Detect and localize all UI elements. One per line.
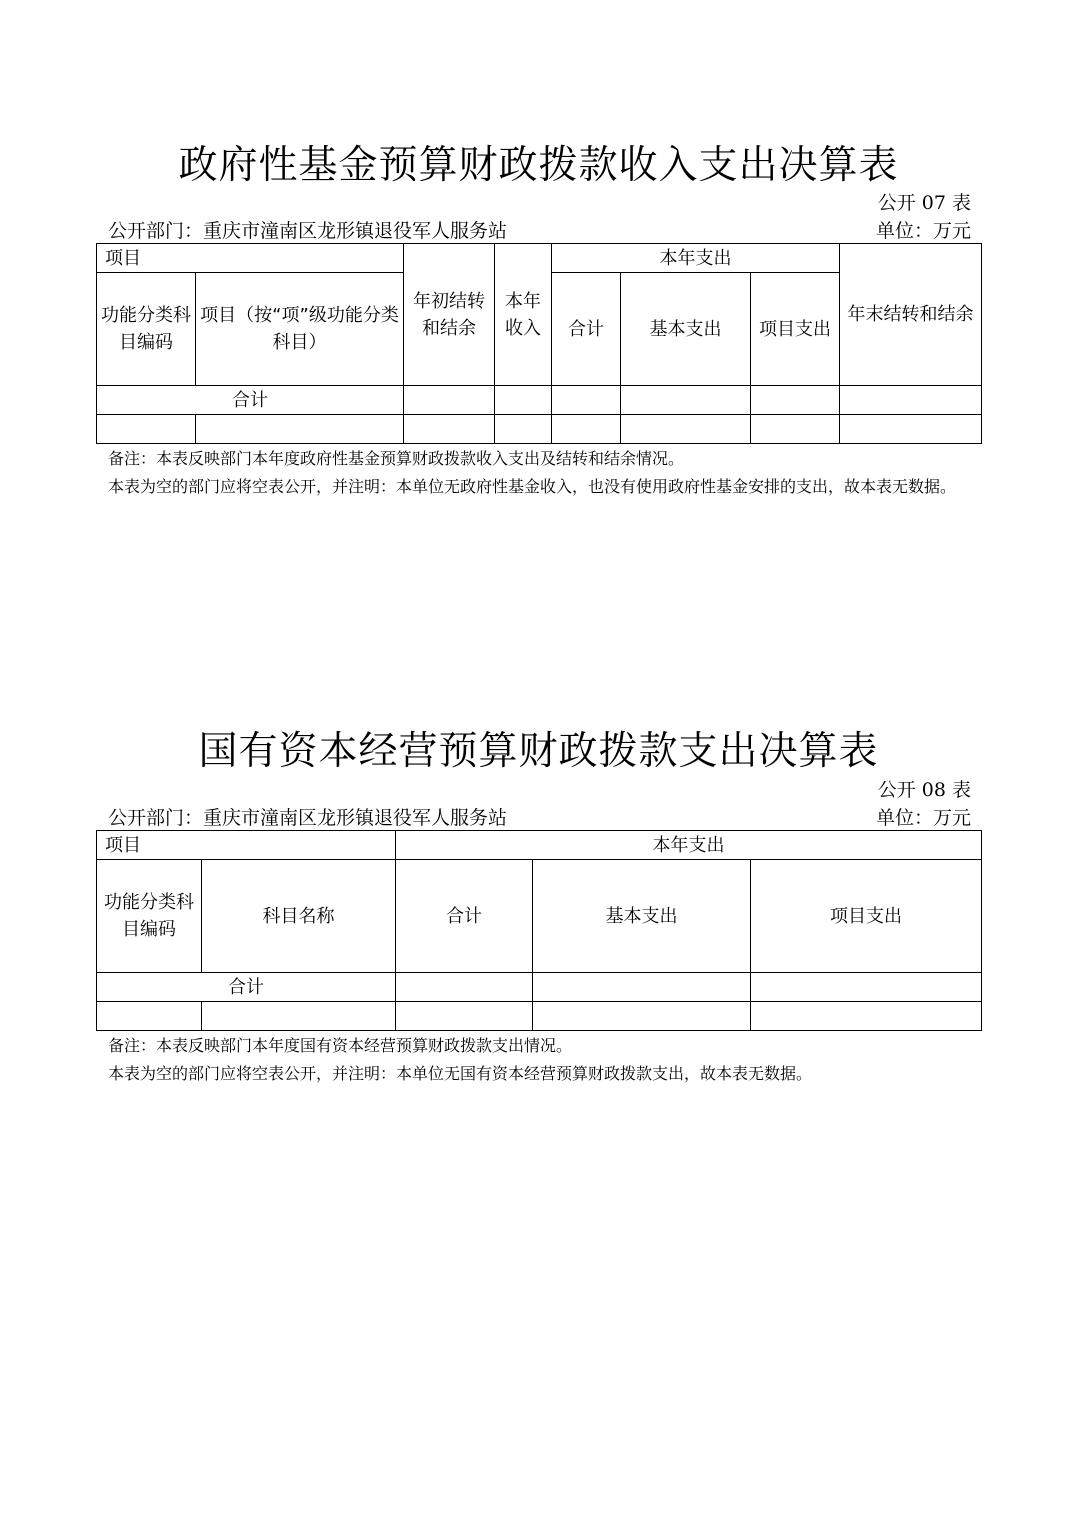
table-cell <box>533 1002 751 1031</box>
table07-title: 政府性基金预算财政拨款收入支出决算表 <box>178 143 899 188</box>
header-item-name: 科目名称 <box>202 860 396 973</box>
header-func-code: 功能分类科目编码 <box>97 273 196 386</box>
header-item: 项目 <box>97 831 396 860</box>
header-total: 合计 <box>396 860 533 973</box>
table-cell <box>751 386 840 415</box>
header-total: 合计 <box>552 273 621 386</box>
table-cell <box>404 415 495 444</box>
header-expense: 本年支出 <box>552 244 840 273</box>
header-project: 项目支出 <box>751 273 840 386</box>
table-cell <box>396 1002 533 1031</box>
table08-department: 公开部门：重庆市潼南区龙形镇退役军人服务站 <box>108 807 508 829</box>
table-cell <box>97 415 196 444</box>
table07-note2: 本表为空的部门应将空表公开，并注明：本单位无政府性基金收入，也没有使用政府性基金安排的支出，故本表无数据。 <box>108 477 957 496</box>
table-cell <box>621 415 751 444</box>
table08-number: 公开 08 表 <box>877 779 971 801</box>
table08-title: 国有资本经营预算财政拨款支出决算表 <box>198 729 879 774</box>
header-income: 本年收入 <box>495 244 552 386</box>
table-cell <box>840 415 982 444</box>
table08-note1: 备注：本表反映部门本年度国有资本经营预算财政拨款支出情况。 <box>108 1036 573 1055</box>
header-end-balance: 年末结转和结余 <box>840 244 982 386</box>
table-cell <box>396 973 533 1002</box>
table07-number: 公开 07 表 <box>877 192 971 214</box>
header-item: 项目 <box>97 244 404 273</box>
header-expense: 本年支出 <box>396 831 982 860</box>
table-cell <box>552 415 621 444</box>
table-cell <box>202 1002 396 1031</box>
total-row-label: 合计 <box>97 973 396 1002</box>
header-item-name: 项目（按“项”级功能分类科目） <box>196 273 404 386</box>
header-basic: 基本支出 <box>533 860 751 973</box>
header-project: 项目支出 <box>751 860 982 973</box>
table07-grid <box>96 243 982 444</box>
table-cell <box>495 415 552 444</box>
table07-note1: 备注：本表反映部门本年度政府性基金预算财政拨款收入支出及结转和结余情况。 <box>108 449 685 468</box>
table08-unit: 单位：万元 <box>875 807 971 829</box>
table-cell <box>751 1002 982 1031</box>
header-basic: 基本支出 <box>621 273 751 386</box>
table-cell <box>97 1002 202 1031</box>
table08-note2: 本表为空的部门应将空表公开，并注明：本单位无国有资本经营预算财政拨款支出，故本表无数据。 <box>108 1064 813 1083</box>
header-func-code: 功能分类科目编码 <box>97 860 202 973</box>
table-cell <box>751 415 840 444</box>
table07-unit: 单位：万元 <box>875 220 971 242</box>
total-row-label: 合计 <box>97 386 404 415</box>
table-cell <box>404 386 495 415</box>
table-cell <box>552 386 621 415</box>
table07-department: 公开部门：重庆市潼南区龙形镇退役军人服务站 <box>108 220 508 242</box>
table-cell <box>621 386 751 415</box>
table-cell <box>840 386 982 415</box>
table-cell <box>751 973 982 1002</box>
table-cell <box>533 973 751 1002</box>
header-begin-balance: 年初结转和结余 <box>404 244 495 386</box>
table08-grid <box>96 830 982 1031</box>
table-cell <box>196 415 404 444</box>
table-cell <box>495 386 552 415</box>
